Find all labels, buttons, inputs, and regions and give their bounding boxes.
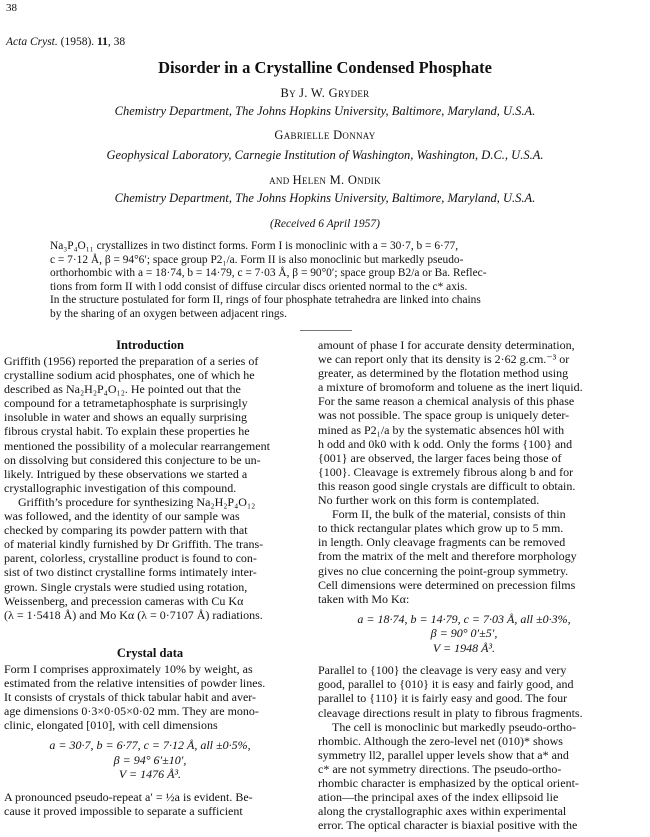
abstract-line: c = 7·12 Å, β = 94°6′; space group P2₁/a. Form II is also monoclinic but markedly pseudo-: [50, 253, 464, 266]
abstract-line: tions from form II with l odd consist of diffuse circular discs oriented normal to the c* axis.: [50, 280, 468, 293]
author-1: By J. W. Gryder: [280, 86, 370, 100]
page-number: 38: [6, 2, 17, 14]
paragraph: The cell is monoclinic but markedly pseudo-ortho- rhombic. Although the zero-level net (010)* shows symmetry ll2, parallel upper levels show that a* and c* are not symmetry directions. The pseudo-ortho- rhombic character is emphasized by the optical orient- ation—the principal axes of the index ellipsoid lie along the crystallographic axes within experimental error. The optical character is biaxial positive with the: [318, 719, 579, 833]
heading-crystal-data: Crystal data: [116, 646, 184, 660]
left-column-intro: [4, 354, 296, 622]
journal-citation: Acta Cryst. (1958). 11, 38: [6, 36, 126, 48]
heading-introduction: Introduction: [116, 338, 184, 352]
abstract-line: In the structure postulated for form II, rings of four phosphate tetrahedra are linked into chains: [50, 294, 481, 307]
formula-form-ii: a = 18·74, b = 14·79, c = 7·03 Å, all ±0·3%, β = 90° 0′±5′, V = 1948 Å³.: [357, 611, 571, 655]
journal-page: 38: [113, 36, 126, 48]
journal-name: Acta Cryst.: [6, 36, 58, 48]
journal-volume: 11: [97, 36, 108, 48]
paragraph: Griffith (1956) reported the preparation of a series of crystalline sodium acid phosphates, one of which he described as Na₂H₂P₄O₁₂. He pointed out that the compound for a tetrametaphosphate is surprisingly insoluble in water and shows an equally surprising fibrous crystal habit. To explain these properties he mentioned the possibility of a molecular rearrangement on dissolving but considered this conjecture to be un- likely. Intrigued by these observations we started a crystallographic investigation of this compound.: [4, 354, 270, 495]
paragraph: amount of phase I for accurate density determination, we can report only that its density is 2·62 g.cm.⁻³ or greater, as determined by the flotation method using a mixture of bromoform and toluene as the inert liquid. For the same reason a chemical analysis of this phase was not possible. The space group is uniquely deter- mined as P2₁/a by the systematic absences h0l with h odd and 0k0 with k odd. Only the forms {100} and {001} are observed, the larger faces being those of {100}. Cleavage is extremely fibrous along b and for this reason good single crystals are difficult to obtain. No further work on this form is contemplated.: [318, 338, 583, 508]
formula-form-i: a = 30·7, b = 6·77, c = 7·12 Å, all ±0·5%, β = 94° 6′±10′, V = 1476 Å³.: [49, 738, 251, 782]
left-column-crystal-data: [4, 662, 296, 818]
author-name: Helen M. Ondik: [292, 173, 381, 187]
paragraph: Parallel to {100} the cleavage is very easy and very good, parallel to {010} it is easy and fairly good, and parallel to {110} it is fairly easy and good. The four cleavage directions result in platy to fibrous fragments.: [318, 663, 583, 720]
paragraph: Griffith’s procedure for synthesizing Na₂H₂P₄O₁₂ was followed, and the identity of our sample was checked by comparing its powder pattern with that of material kindly furnished by Dr Griffith. The trans- parent, colorless, crystalline product is found to con- sist of two distinct crystalline forms intimately inter- grown. Single crystals were studied using rotation, Weissenberg, and precession cameras with Cu Kα (λ = 1·5418 Å) and Mo Kα (λ = 0·7107 Å) radiations.: [4, 494, 264, 622]
affiliation-2: Geophysical Laboratory, Carnegie Institution of Washington, Washington, D.C., U.S.A.: [106, 148, 544, 162]
affiliation-1: Chemistry Department, The Johns Hopkins University, Baltimore, Maryland, U.S.A.: [114, 104, 536, 118]
abstract-line: orthorhombic with a = 18·74, b = 14·79, c = 7·03 Å, β = 90°0′; space group B2/a or Ba. Reflec-: [50, 267, 487, 280]
paragraph: Form I comprises approximately 10% by weight, as estimated from the relative intensities of powder lines. It consists of crystals of thick tabular habit and aver- age dimensions 0·3×0·05×0·02 mm. They are mono- clinic, elongated [010], with cell dimensions: [4, 662, 266, 733]
paragraph: A pronounced pseudo-repeat a′ = ½a is evident. Be- cause it proved impossible to separate a sufficient: [4, 789, 253, 819]
abstract-line: Na₃P₄O₁₁ crystallizes in two distinct forms. Form I is monoclinic with a = 30·7, b = 6·77,: [50, 240, 459, 252]
author-2: Gabrielle Donnay: [274, 128, 376, 142]
separator-rule: [300, 330, 352, 331]
affiliation-3: Chemistry Department, The Johns Hopkins University, Baltimore, Maryland, U.S.A.: [114, 191, 536, 205]
author-name: J. W. Gryder: [299, 86, 370, 100]
abstract: [50, 240, 597, 322]
received-date: (Received 6 April 1957): [270, 218, 380, 230]
right-column: [318, 338, 610, 832]
paragraph: Form II, the bulk of the material, consists of thin to thick rectangular plates which grow up to 5 mm. in length. Only cleavage fragments can be removed from the matrix of the melt and therefore morphology gives no clue concerning the point-group symmetry. Cell dimensions were determined on precession films taken with Mo Kα:: [318, 507, 577, 606]
abstract-line: by the sharing of an oxygen between adjacent rings.: [50, 307, 287, 320]
paper-title: Disorder in a Crystalline Condensed Phosphate: [158, 58, 492, 77]
journal-year: (1958).: [60, 36, 95, 48]
author-3: and Helen M. Ondik: [269, 173, 381, 187]
